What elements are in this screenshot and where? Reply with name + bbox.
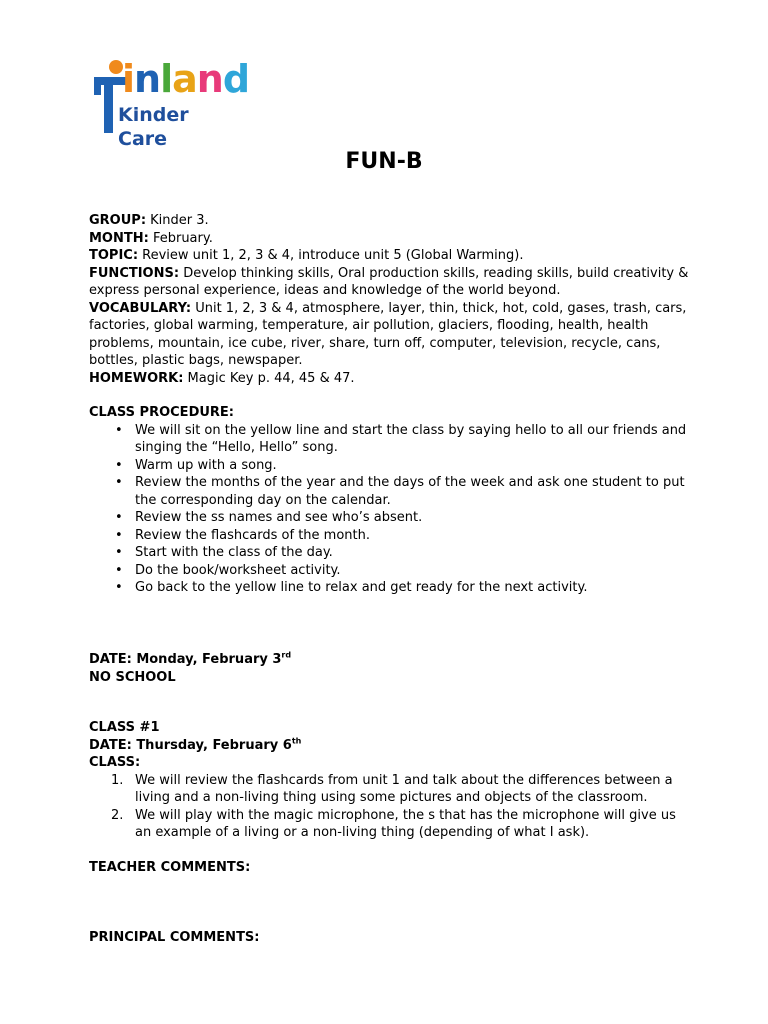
step-text: We will play with the magic microphone, the s that has the microphone will give us an example of a living or a non-living thing (depending of what I ask). bbox=[135, 807, 676, 840]
topic-line bbox=[89, 247, 689, 265]
step-number: 2. bbox=[111, 807, 124, 823]
logo-letter: l bbox=[160, 57, 173, 101]
list-item: • Do the book/worksheet activity. bbox=[89, 562, 689, 580]
functions-line bbox=[89, 265, 689, 300]
principal-comments bbox=[89, 929, 689, 947]
homework-label: HOMEWORK: bbox=[89, 370, 184, 386]
list-item: • Review the months of the year and the days of the week and ask one student to put the corresponding day on the calendar. bbox=[89, 474, 689, 509]
finland-kinder-care-logo bbox=[88, 55, 250, 150]
logo-letter: i bbox=[122, 57, 135, 101]
topic-label: TOPIC: bbox=[89, 248, 139, 263]
group-value: Kinder 3. bbox=[146, 213, 209, 228]
logo-letter: a bbox=[172, 57, 197, 101]
class1-date-text: DATE: Thursday, February 6 bbox=[89, 737, 292, 753]
class-procedure-heading: CLASS PROCEDURE: bbox=[89, 405, 234, 420]
month-label: MONTH: bbox=[89, 230, 149, 246]
day1-section bbox=[89, 651, 689, 686]
month-line bbox=[89, 230, 689, 248]
lesson-info bbox=[89, 212, 689, 387]
list-item: • Warm up with a song. bbox=[89, 457, 689, 475]
day1-date-suffix: rd bbox=[281, 650, 292, 660]
group-label: GROUP: bbox=[89, 213, 147, 228]
functions-label: FUNCTIONS: bbox=[89, 265, 180, 281]
step-number: 1. bbox=[111, 772, 124, 788]
topic-value: Review unit 1, 2, 3 & 4, introduce unit 5 (Global Warming). bbox=[138, 248, 524, 263]
logo-word bbox=[122, 57, 249, 101]
logo-letter: n bbox=[196, 57, 223, 101]
principal-comments-label: PRINCIPAL COMMENTS: bbox=[89, 930, 260, 945]
class1-steps bbox=[89, 772, 689, 842]
day1-date-text: DATE: Monday, February 3 bbox=[89, 652, 282, 667]
logo-letter: n bbox=[134, 57, 161, 101]
list-item bbox=[89, 807, 689, 842]
class-procedure bbox=[89, 404, 689, 597]
step-text: We will review the flashcards from unit 1 and talk about the differences between a living and a non-living thing using some pictures and objects of the classroom. bbox=[135, 772, 673, 805]
class1-date-suffix: th bbox=[291, 736, 302, 746]
list-item: • Review the ss names and see who’s absent. bbox=[89, 509, 689, 527]
vocabulary-label: VOCABULARY: bbox=[89, 300, 192, 316]
homework-line bbox=[89, 370, 689, 388]
page-title: FUN-B bbox=[345, 149, 423, 174]
logo-subtitle: Kinder Care bbox=[118, 104, 189, 150]
list-item: • Review the flashcards of the month. bbox=[89, 527, 689, 545]
group-line bbox=[89, 212, 689, 230]
functions-value: Develop thinking skills, Oral production skills, reading skills, build creativity & express personal experience, ideas and knowledge of the world beyond. bbox=[89, 265, 689, 298]
list-item: • Go back to the yellow line to relax and get ready for the next activity. bbox=[89, 579, 689, 597]
teacher-comments-label: TEACHER COMMENTS: bbox=[89, 860, 251, 875]
homework-value: Magic Key p. 44, 45 & 47. bbox=[183, 370, 355, 386]
teacher-comments bbox=[89, 859, 689, 877]
procedure-list bbox=[89, 422, 689, 597]
vocabulary-value: Unit 1, 2, 3 & 4, atmosphere, layer, thin, thick, hot, cold, gases, trash, cars, factories, global warming, temperature, air pollution, glaciers, flooding, health, health problems, mountain, ice cube, river, share, turn off, computer, television, recycle, cans, bottles, plastic bags, newspaper. bbox=[89, 300, 687, 368]
logo-letter: d bbox=[222, 57, 250, 101]
class1-date bbox=[89, 737, 689, 755]
day1-date bbox=[89, 651, 689, 669]
class1-heading: CLASS #1 bbox=[89, 720, 160, 735]
class-label: CLASS: bbox=[89, 755, 141, 770]
list-item bbox=[89, 772, 689, 807]
list-item: • We will sit on the yellow line and start the class by saying hello to all our friends and singing the “Hello, Hello” song. bbox=[89, 422, 689, 457]
vocabulary-line bbox=[89, 300, 689, 370]
list-item: • Start with the class of the day. bbox=[89, 544, 689, 562]
month-value: February. bbox=[148, 230, 213, 246]
class1-section bbox=[89, 719, 689, 842]
no-school-note: NO SCHOOL bbox=[89, 669, 176, 685]
